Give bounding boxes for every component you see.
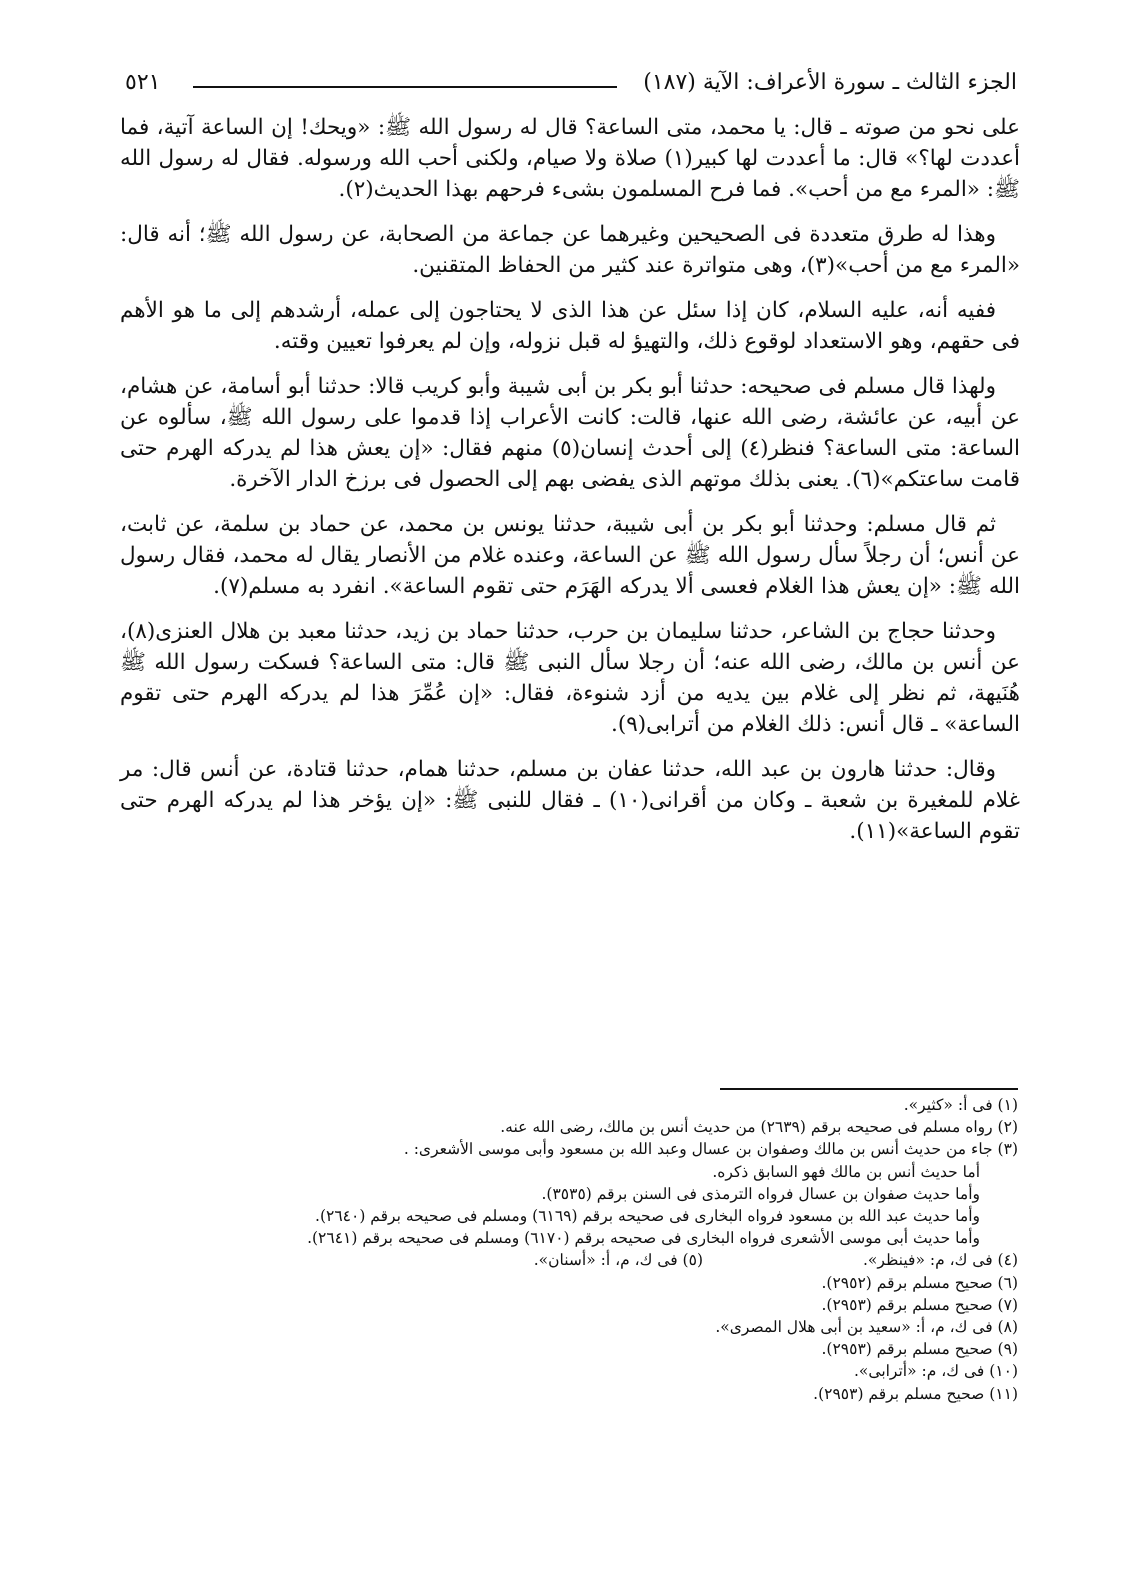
header-rule	[193, 86, 617, 88]
footnote: (٧) صحيح مسلم برقم (٢٩٥٣).	[821, 1295, 1018, 1314]
paragraph: ففيه أنه، عليه السلام، كان إذا سئل عن هذا الذى لا يحتاجون إلى عمله، أرشدهم إلى ما هو الأهم فى حقهم، وهو الاستعداد لوقوع ذلك، والتهيؤ له قبل نزوله، وإن لم يعرفوا تعيين وقته.	[120, 298, 1020, 354]
main-text	[120, 112, 1020, 861]
page-number: ٥٢١	[125, 70, 161, 95]
paragraph: وحدثنا حجاج بن الشاعر، حدثنا سليمان بن حرب، حدثنا حماد بن زيد، حدثنا معبد بن هلال العنزى(٨)، عن أنس بن مالك، رضى الله عنه؛ أن رجلا سأل النبى ﷺ قال: متى الساعة؟ فسكت رسول الله ﷺ هُنَيهة، ثم نظر إلى غلام بين يديه من أزد شنوءة، فقال: «إن عُمِّرَ هذا لم يدركه الهرم حتى تقوم الساعة» ـ قال أنس: ذلك الغلام من أترابى(٩).	[120, 619, 1020, 737]
footnote: (٨) فى ك، م، أ: «سعيد بن أبى هلال المصرى».	[715, 1318, 1018, 1337]
paragraph: ولهذا قال مسلم فى صحيحه: حدثنا أبو بكر بن أبى شيبة وأبو كريب قالا: حدثنا أبو أسامة، عن هشام، عن أبيه، عن عائشة، رضى الله عنها، قالت: كانت الأعراب إذا قدموا على رسول الله ﷺ، سألوه عن الساعة: متى الساعة؟ فنظر(٤) إلى أحدث إنسان(٥) منهم فقال: «إن يعش هذا لم يدركه الهرم حتى قامت ساعتكم»(٦). يعنى بذلك موتهم الذى يفضى بهم إلى الحصول فى برزخ الدار الآخرة.	[120, 374, 1020, 492]
footnote: (٤) فى ك، م: «فينظر».	[863, 1251, 1018, 1270]
footnote: (١١) صحيح مسلم برقم (٢٩٥٣).	[813, 1384, 1018, 1403]
footnote: (١) فى أ: «كثير».	[903, 1096, 1018, 1114]
running-title: الجزء الثالث ـ سورة الأعراف: الآية (١٨٧)	[643, 70, 1017, 95]
paragraph: وهذا له طرق متعددة فى الصحيحين وغيرهما عن جماعة من الصحابة، عن رسول الله ﷺ؛ أنه قال: «المرء مع من أحب»(٣)، وهى متواترة عند كثير من الحفاظ المتقنين.	[120, 222, 1020, 278]
footnote-subline: أما حديث أنس بن مالك فهو السابق ذكره.	[712, 1162, 980, 1181]
footnote: (٣) جاء من حديث أنس بن مالك وصفوان بن عسال وعبد الله بن مسعود وأبى موسى الأشعرى: .	[403, 1140, 1018, 1159]
footnote: (١٠) فى ك، م: «أترابى».	[853, 1362, 1018, 1381]
running-header	[125, 66, 1017, 100]
footnote: (٢) رواه مسلم فى صحيحه برقم (٢٦٣٩) من حديث أنس بن مالك، رضى الله عنه.	[500, 1118, 1018, 1137]
footnotes	[120, 1094, 1018, 1405]
footnote-pair	[120, 1249, 1018, 1271]
footnote: (٦) صحيح مسلم برقم (٢٩٥٢).	[821, 1273, 1018, 1292]
paragraph: ثم قال مسلم: وحدثنا أبو بكر بن أبى شيبة، حدثنا يونس بن محمد، عن حماد بن سلمة، عن ثابت، عن أنس؛ أن رجلاً سأل رسول الله ﷺ عن الساعة، وعنده غلام من الأنصار يقال له محمد، فقال رسول الله ﷺ: «إن يعش هذا الغلام فعسى ألا يدركه الهَرَم حتى تقوم الساعة». انفرد به مسلم(٧).	[120, 512, 1020, 599]
footnote: (٩) صحيح مسلم برقم (٢٩٥٣).	[821, 1340, 1018, 1359]
footnote-separator	[720, 1088, 1018, 1090]
paragraph: وقال: حدثنا هارون بن عبد الله، حدثنا عفان بن مسلم، حدثنا همام، حدثنا قتادة، عن أنس قال: مر غلام للمغيرة بن شعبة ـ وكان من أقرانى(١٠) ـ فقال للنبى ﷺ: «إن يؤخر هذا لم يدركه الهرم حتى تقوم الساعة»(١١).	[120, 757, 1020, 844]
footnote: (٥) فى ك، م، أ: «أسنان».	[533, 1251, 703, 1270]
footnote-subline: وأما حديث عبد الله بن مسعود فرواه البخارى فى صحيحه برقم (٦١٦٩) ومسلم فى صحيحه برقم (٢٦٤٠).	[315, 1207, 980, 1226]
footnote-subline: وأما حديث صفوان بن عسال فرواه الترمذى فى السنن برقم (٣٥٣٥).	[541, 1184, 980, 1203]
paragraph: على نحو من صوته ـ قال: يا محمد، متى الساعة؟ قال له رسول الله ﷺ: «ويحك! إن الساعة آتية، فما أعددت لها؟» قال: ما أعددت لها كبير(١) صلاة ولا صيام، ولكنى أحب الله ورسوله. فقال له رسول الله ﷺ: «المرء مع من أحب». فما فرح المسلمون بشىء فرحهم بهذا الحديث(٢).	[120, 115, 1020, 202]
footnote-subline: وأما حديث أبى موسى الأشعرى فرواه البخارى فى صحيحه برقم (٦١٧٠) ومسلم فى صحيحه برقم (٢٦٤١).	[307, 1229, 980, 1248]
